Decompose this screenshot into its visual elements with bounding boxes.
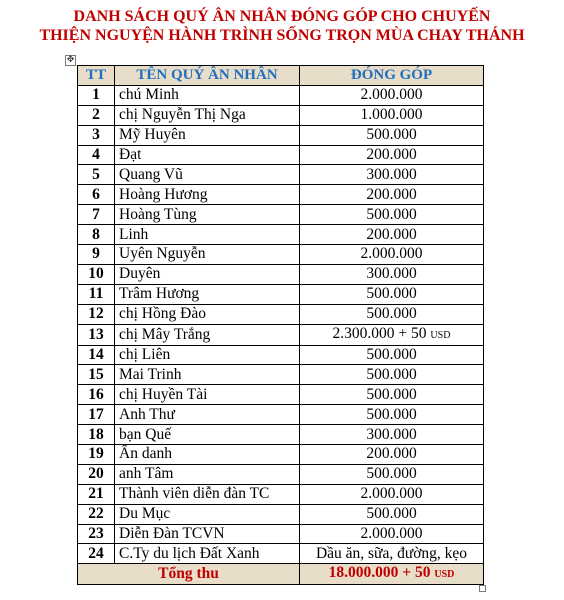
table-row bbox=[78, 464, 484, 484]
total-amount-unit: USD bbox=[434, 569, 455, 581]
donation-amount-value: Dầu ăn, sữa, đường, kẹo bbox=[315, 544, 468, 562]
row-number: 18 bbox=[78, 425, 115, 445]
table-row bbox=[78, 264, 484, 284]
donor-name: Hoàng Hương bbox=[115, 185, 300, 205]
donation-amount-value: 500.000 bbox=[366, 505, 417, 523]
donor-name: Thành viên diễn đàn TC bbox=[115, 484, 300, 504]
donation-amount bbox=[300, 345, 484, 365]
donation-amount-value: 500.000 bbox=[366, 385, 417, 403]
table-resize-handle-icon[interactable] bbox=[479, 585, 486, 592]
row-number: 24 bbox=[78, 544, 115, 564]
total-amount bbox=[300, 564, 484, 585]
donation-amount-value: 500.000 bbox=[366, 365, 417, 383]
donation-amount bbox=[300, 385, 484, 405]
donation-amount bbox=[300, 245, 484, 265]
row-number: 4 bbox=[78, 145, 115, 165]
row-number: 17 bbox=[78, 405, 115, 425]
row-number: 15 bbox=[78, 365, 115, 385]
donor-name: Uyên Nguyễn bbox=[115, 245, 300, 265]
donor-name: chị Hồng Đào bbox=[115, 304, 300, 324]
donation-amount bbox=[300, 445, 484, 465]
table-row bbox=[78, 405, 484, 425]
donation-amount bbox=[300, 464, 484, 484]
row-number: 8 bbox=[78, 225, 115, 245]
donor-name: Hoàng Tùng bbox=[115, 205, 300, 225]
donation-amount bbox=[300, 85, 484, 105]
donation-amount bbox=[300, 185, 484, 205]
donor-name: bạn Quế bbox=[115, 425, 300, 445]
table-row bbox=[78, 205, 484, 225]
donation-amount bbox=[300, 145, 484, 165]
donation-amount bbox=[300, 304, 484, 324]
donation-amount-value: 300.000 bbox=[366, 165, 417, 183]
donor-name: Anh Thư bbox=[115, 405, 300, 425]
row-number: 9 bbox=[78, 245, 115, 265]
row-number: 21 bbox=[78, 484, 115, 504]
total-amount-value: 18.000.000 + 50 bbox=[328, 564, 431, 582]
title-line-1: DANH SÁCH QUÝ ÂN NHÂN ĐÓNG GÓP CHO CHUYẾN bbox=[73, 8, 491, 25]
donor-table bbox=[77, 65, 484, 585]
table-row bbox=[78, 524, 484, 544]
row-number: 10 bbox=[78, 264, 115, 284]
table-row bbox=[78, 245, 484, 265]
document-title bbox=[0, 7, 564, 45]
header-tt: TT bbox=[78, 66, 115, 86]
donor-name: Đạt bbox=[115, 145, 300, 165]
donation-amount bbox=[300, 125, 484, 145]
donation-amount-value: 2.000.000 bbox=[360, 525, 423, 543]
row-number: 11 bbox=[78, 284, 115, 304]
donation-amount-value: 500.000 bbox=[366, 346, 417, 364]
donor-name: Trâm Hương bbox=[115, 284, 300, 304]
table-row bbox=[78, 304, 484, 324]
row-number: 23 bbox=[78, 524, 115, 544]
table-move-handle-icon[interactable]: ✥ bbox=[66, 55, 75, 65]
donation-amount bbox=[300, 425, 484, 445]
table-row bbox=[78, 365, 484, 385]
row-number: 16 bbox=[78, 385, 115, 405]
row-number: 19 bbox=[78, 445, 115, 465]
donation-amount-value: 500.000 bbox=[366, 405, 417, 423]
donation-amount bbox=[300, 225, 484, 245]
donation-amount-value: 500.000 bbox=[366, 305, 417, 323]
row-number: 2 bbox=[78, 105, 115, 125]
table-header-row bbox=[78, 66, 484, 86]
title-line-2: THIỆN NGUYỆN HÀNH TRÌNH SỐNG TRỌN MÙA CHAY THÁNH bbox=[39, 27, 525, 44]
row-number: 20 bbox=[78, 464, 115, 484]
donation-amount-value: 500.000 bbox=[366, 285, 417, 303]
donor-name: Duyên bbox=[115, 264, 300, 284]
table-row bbox=[78, 185, 484, 205]
donor-name: Ẩn danh bbox=[115, 445, 300, 465]
donor-name: Mai Trinh bbox=[115, 365, 300, 385]
table-row bbox=[78, 165, 484, 185]
donor-name: chị Nguyễn Thị Nga bbox=[115, 105, 300, 125]
donation-amount-value: 200.000 bbox=[366, 445, 417, 463]
donation-amount bbox=[300, 365, 484, 385]
donor-name: chị Liên bbox=[115, 345, 300, 365]
table-row bbox=[78, 345, 484, 365]
table-row bbox=[78, 145, 484, 165]
row-number: 12 bbox=[78, 304, 115, 324]
total-label: Tổng thu bbox=[78, 564, 300, 585]
donation-amount-value: 1.000.000 bbox=[360, 106, 423, 124]
donor-name: Diễn Đàn TCVN bbox=[115, 524, 300, 544]
header-name: TÊN QUÝ ÂN NHÂN bbox=[115, 66, 300, 86]
row-number: 13 bbox=[78, 324, 115, 345]
donor-name: Du Mục bbox=[115, 504, 300, 524]
table-row bbox=[78, 504, 484, 524]
table-row bbox=[78, 544, 484, 564]
table-row bbox=[78, 324, 484, 345]
donation-amount-value: 2.000.000 bbox=[360, 245, 423, 263]
donation-amount-value: 500.000 bbox=[366, 205, 417, 223]
table-row bbox=[78, 425, 484, 445]
donation-amount bbox=[300, 165, 484, 185]
total-row bbox=[78, 564, 484, 585]
donation-amount-value: 300.000 bbox=[366, 265, 417, 283]
table-row bbox=[78, 85, 484, 105]
donation-amount bbox=[300, 324, 484, 345]
donor-name: Linh bbox=[115, 225, 300, 245]
donation-amount bbox=[300, 105, 484, 125]
donation-amount-value: 2.300.000 + 50 bbox=[332, 324, 427, 342]
header-amount: ĐÓNG GÓP bbox=[300, 66, 484, 86]
donation-amount-value: 2.000.000 bbox=[360, 485, 423, 503]
table-row bbox=[78, 105, 484, 125]
donation-amount-value: 500.000 bbox=[366, 126, 417, 144]
donation-amount-value: 500.000 bbox=[366, 465, 417, 483]
table-row bbox=[78, 125, 484, 145]
donor-name: chị Mây Trắng bbox=[115, 324, 300, 345]
donation-amount bbox=[300, 504, 484, 524]
table-row bbox=[78, 385, 484, 405]
table-row bbox=[78, 225, 484, 245]
row-number: 7 bbox=[78, 205, 115, 225]
donation-amount bbox=[300, 544, 484, 564]
table-row bbox=[78, 484, 484, 504]
donor-name: Quang Vũ bbox=[115, 165, 300, 185]
donor-name: chị Huyền Tài bbox=[115, 385, 300, 405]
donation-amount-value: 200.000 bbox=[366, 185, 417, 203]
donation-amount-value: 200.000 bbox=[366, 146, 417, 163]
donation-amount bbox=[300, 205, 484, 225]
donation-amount-value: 2.000.000 bbox=[360, 86, 423, 104]
donation-amount bbox=[300, 284, 484, 304]
donor-name: chú Minh bbox=[115, 85, 300, 105]
donor-name: C.Ty du lịch Đất Xanh bbox=[115, 544, 300, 564]
donor-name: anh Tâm bbox=[115, 464, 300, 484]
row-number: 5 bbox=[78, 165, 115, 185]
donor-name: Mỹ Huyên bbox=[115, 125, 300, 145]
donation-amount bbox=[300, 524, 484, 544]
row-number: 1 bbox=[78, 85, 115, 105]
row-number: 22 bbox=[78, 504, 115, 524]
row-number: 14 bbox=[78, 345, 115, 365]
donation-amount-value: 200.000 bbox=[366, 225, 417, 243]
donation-amount bbox=[300, 264, 484, 284]
donation-amount bbox=[300, 484, 484, 504]
row-number: 3 bbox=[78, 125, 115, 145]
donation-amount-unit: USD bbox=[430, 329, 451, 341]
row-number: 6 bbox=[78, 185, 115, 205]
table-row bbox=[78, 445, 484, 465]
donation-amount-value: 300.000 bbox=[366, 425, 417, 443]
table-row bbox=[78, 284, 484, 304]
donation-amount bbox=[300, 405, 484, 425]
